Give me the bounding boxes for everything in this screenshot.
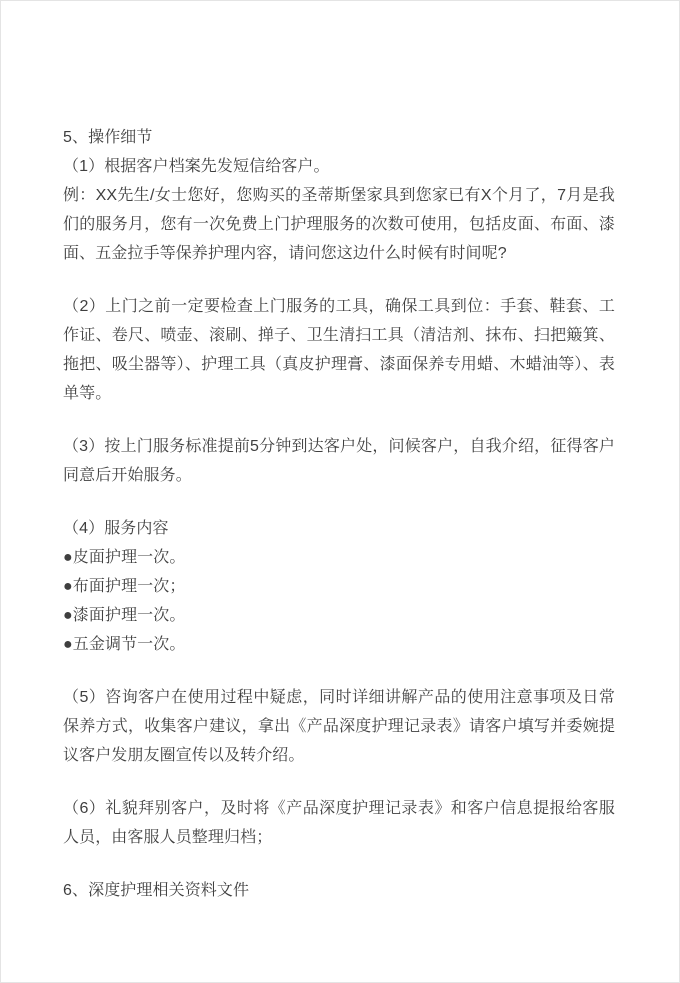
step-2-paragraph: （2）上门之前一定要检查上门服务的工具，确保工具到位：手套、鞋套、工作证、卷尺、喷壶、滚刷、掸子、卫生清扫工具（清洁剂、抹布、扫把簸箕、拖把、吸尘器等）、护理工具（真皮护理膏、漆面保养专用蜡、木蜡油等）、表单等。 — [63, 298, 615, 402]
bullet-item-paint-care: ●漆面护理一次。 — [63, 607, 186, 624]
sms-example-paragraph: 例：XX先生/女士您好，您购买的圣蒂斯堡家具到您家已有X个月了，7月是我们的服务月，您有一次免费上门护理服务的次数可使用，包括皮面、布面、漆面、五金拉手等保养护理内容，请问您这边什么时候有时间呢? — [63, 187, 615, 262]
step-3-paragraph: （3）按上门服务标准提前5分钟到达客户处，问候客户，自我介绍，征得客户同意后开始服务。 — [63, 438, 615, 484]
step-5-paragraph: （5）咨询客户在使用过程中疑虑，同时详细讲解产品的使用注意事项及日常保养方式，收集客户建议，拿出《产品深度护理记录表》请客户填写并委婉提议客户发朋友圈宣传以及转介绍。 — [63, 689, 615, 764]
section-5-heading: 5、操作细节 — [63, 129, 153, 146]
step-4-heading: （4）服务内容 — [63, 520, 169, 537]
bullet-item-hardware-adjust: ●五金调节一次。 — [63, 636, 186, 653]
step-1-paragraph: （1）根据客户档案先发短信给客户。 — [63, 158, 330, 175]
section-6-heading: 6、深度护理相关资料文件 — [63, 882, 250, 899]
step-6-paragraph: （6）礼貌拜别客户，及时将《产品深度护理记录表》和客户信息提报给客服人员，由客服人员整理归档； — [63, 800, 615, 846]
bullet-item-leather-care: ●皮面护理一次。 — [63, 549, 186, 566]
bullet-item-fabric-care: ●布面护理一次； — [63, 578, 186, 595]
document-page — [1, 1, 680, 905]
